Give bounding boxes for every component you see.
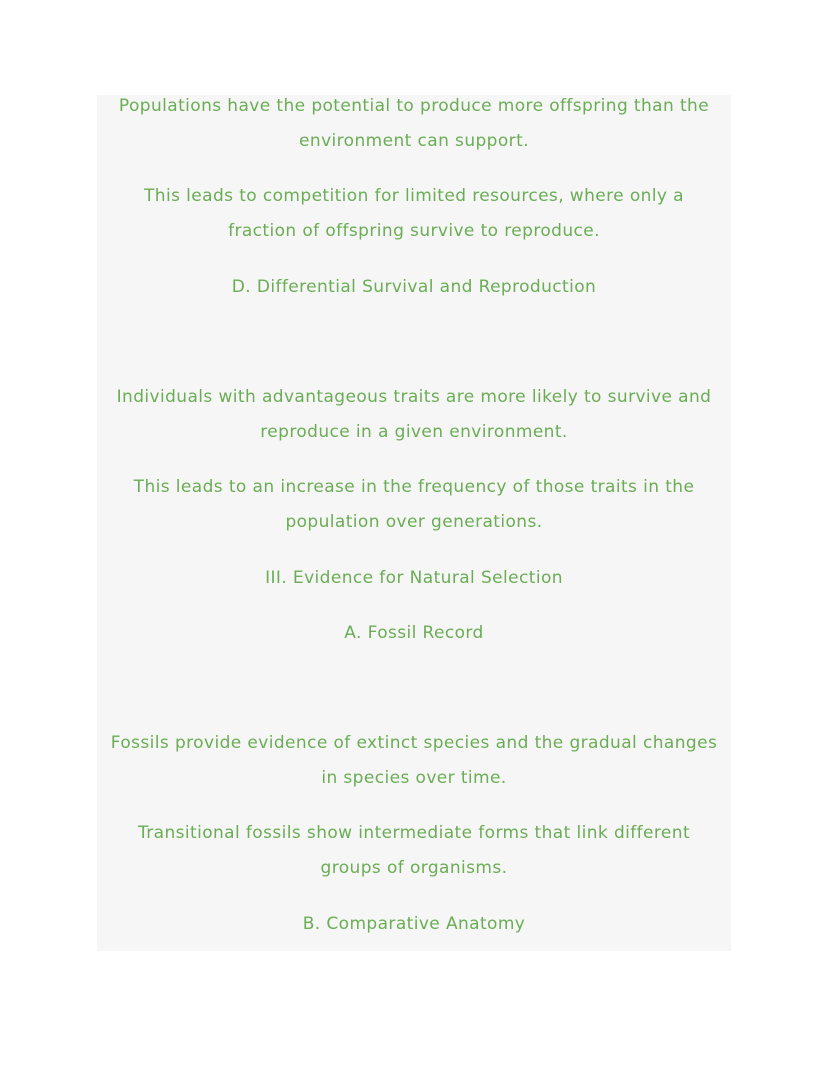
paragraph-line: fraction of offspring survive to reproduce. (228, 221, 600, 241)
paragraph-transitional-fossils (97, 816, 731, 886)
paragraph-line: This leads to competition for limited resources, where only a (144, 186, 684, 206)
heading-comparative-anatomy (97, 907, 731, 942)
document-content-block (97, 95, 731, 951)
heading-evidence-natural-selection (97, 561, 731, 596)
heading-fossil-record (97, 616, 731, 651)
paragraph-competition (97, 179, 731, 249)
heading-text: D. Differential Survival and Reproduction (231, 277, 597, 297)
heading-text: III. Evidence for Natural Selection (265, 568, 563, 588)
paragraph-line: groups of organisms. (320, 858, 508, 878)
paragraph-fossils-evidence (97, 726, 731, 796)
paragraph-line: Fossils provide evidence of extinct species and the gradual changes (110, 733, 718, 753)
heading-text: A. Fossil Record (344, 623, 484, 643)
paragraph-line: Transitional fossils show intermediate forms that link different (137, 823, 691, 843)
paragraph-line: Individuals with advantageous traits are more likely to survive and (116, 387, 712, 407)
paragraph-line: Populations have the potential to produce more offspring than the (118, 96, 710, 116)
heading-text: B. Comparative Anatomy (302, 914, 526, 934)
paragraph-overproduction (97, 89, 731, 159)
paragraph-line: reproduce in a given environment. (260, 422, 568, 442)
paragraph-line: in species over time. (321, 768, 507, 788)
heading-differential-survival (97, 270, 731, 305)
paragraph-line: environment can support. (299, 131, 529, 151)
paragraph-advantageous-traits (97, 380, 731, 450)
paragraph-trait-frequency (97, 470, 731, 540)
paragraph-line: population over generations. (285, 512, 543, 532)
paragraph-line: This leads to an increase in the frequency of those traits in the (133, 477, 695, 497)
